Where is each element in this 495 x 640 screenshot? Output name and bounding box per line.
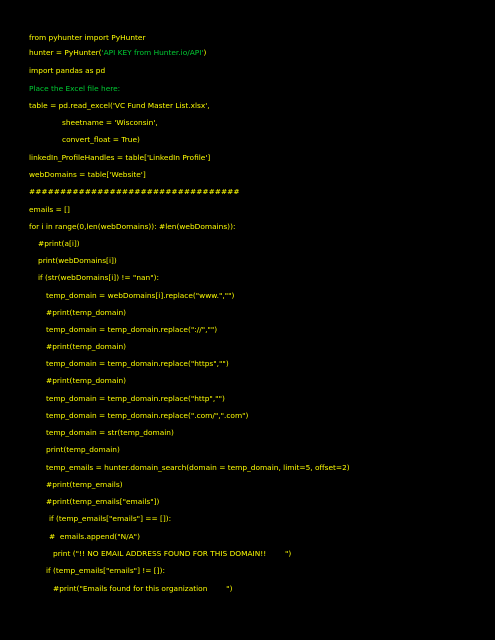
code-token: #print(temp_domain) <box>46 342 127 351</box>
code-line <box>53 584 232 594</box>
code-line <box>38 273 159 283</box>
code-line <box>29 84 120 94</box>
code-line <box>46 342 126 352</box>
code-token: #print(temp_emails) <box>46 480 123 489</box>
code-token: #print(a[i]) <box>38 239 80 248</box>
code-token: temp_domain = str(temp_domain) <box>46 428 174 437</box>
code-line <box>49 514 171 524</box>
code-token: convert_float = True) <box>62 135 140 144</box>
code-token: print(webDomains[i]) <box>38 256 117 265</box>
code-token: temp_domain = webDomains[i].replace("www.","") <box>46 291 235 300</box>
code-line <box>62 118 158 128</box>
code-line <box>46 291 234 301</box>
code-line <box>29 101 210 111</box>
code-line <box>29 33 146 43</box>
code-line <box>62 135 140 145</box>
code-token: #print(temp_domain) <box>46 308 127 317</box>
code-line <box>46 411 248 421</box>
code-line <box>53 549 291 559</box>
code-token: #print(temp_domain) <box>46 376 127 385</box>
code-line <box>46 359 229 369</box>
code-token: print(temp_domain) <box>46 445 120 454</box>
code-token: # emails.append("N/A") <box>49 532 140 541</box>
code-token: #print("Emails found for this organization ") <box>53 584 233 593</box>
code-line <box>46 325 217 335</box>
code-token: webDomains = table['Website'] <box>29 170 146 179</box>
code-token: temp_emails = hunter.domain_search(domain = temp_domain, limit=5, offset=2) <box>46 463 350 472</box>
code-token: if (temp_emails["emails"] != []): <box>46 566 165 575</box>
code-line <box>46 497 159 507</box>
code-token: temp_domain = temp_domain.replace("://","") <box>46 325 218 334</box>
code-line <box>29 66 105 76</box>
code-line <box>46 428 174 438</box>
code-token: #print(temp_emails["emails"]) <box>46 497 160 506</box>
code-line <box>49 532 140 542</box>
code-token: for i in range(0,len(webDomains)): #len(webDomains)): <box>29 222 236 231</box>
code-line <box>38 239 80 249</box>
code-token: from pyhunter import PyHunter <box>29 33 146 42</box>
code-line <box>29 48 206 58</box>
code-token: if (temp_emails["emails"] == []): <box>49 514 172 523</box>
code-line <box>38 256 117 266</box>
code-line <box>46 376 126 386</box>
code-token: temp_domain = temp_domain.replace("http","") <box>46 394 225 403</box>
code-line <box>29 205 70 215</box>
code-line <box>46 394 225 404</box>
code-line <box>46 445 120 455</box>
code-token: hunter = PyHunter( <box>29 48 102 57</box>
code-token: import pandas as pd <box>29 66 106 75</box>
code-token: 'API KEY from Hunter.io/API' <box>101 48 204 57</box>
code-line <box>46 308 126 318</box>
code-token: ################################## <box>29 187 240 196</box>
code-token: linkedIn_ProfileHandles = table['LinkedIn Profile'] <box>29 153 211 162</box>
code-line <box>46 480 123 490</box>
code-line <box>29 222 235 232</box>
code-token: sheetname = 'Wisconsin', <box>62 118 158 127</box>
code-line <box>29 153 210 163</box>
code-line <box>46 566 165 576</box>
code-line <box>46 463 350 473</box>
code-line <box>29 187 240 197</box>
code-token: temp_domain = temp_domain.replace("https","") <box>46 359 229 368</box>
code-token: ) <box>203 48 207 57</box>
code-token: print ("!! NO EMAIL ADDRESS FOUND FOR THIS DOMAIN!! ") <box>53 549 292 558</box>
code-token: emails = [] <box>29 205 70 214</box>
code-token: Place the Excel file here: <box>29 84 121 93</box>
code-line <box>29 170 146 180</box>
code-token: temp_domain = temp_domain.replace(".com/",".com") <box>46 411 249 420</box>
code-token: if (str(webDomains[i]) != "nan"): <box>38 273 159 282</box>
code-token: table = pd.read_excel('VC Fund Master List.xlsx', <box>29 101 210 110</box>
